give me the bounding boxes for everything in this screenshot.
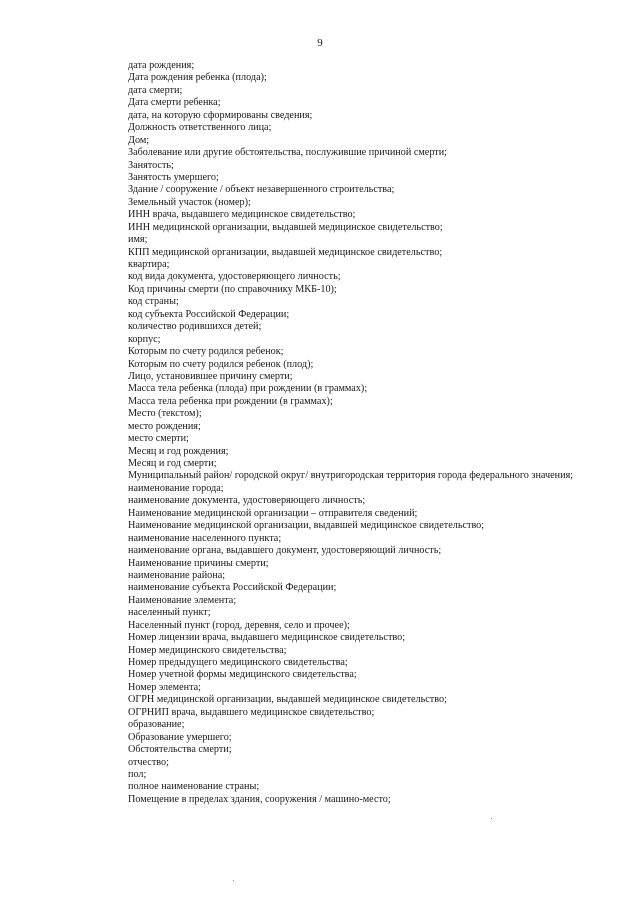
field-list-item: наименование города; (128, 482, 224, 494)
field-list-item: Лицо, установившее причину смерти; (128, 370, 293, 382)
field-list-item: образование; (128, 719, 185, 731)
field-list-item: Место (текстом); (128, 408, 202, 420)
field-list-item: Номер предыдущего медицинского свидетельства; (128, 657, 348, 668)
field-list-item: Наименование медицинской организации, выдавшей медицинское свидетельство; (128, 520, 485, 532)
field-list-item: Земельный участок (номер); (128, 196, 251, 208)
field-list-item: Заболевание или другие обстоятельства, послужившие причиной смерти; (128, 147, 448, 159)
field-list-item: дата рождения; (128, 60, 195, 71)
field-list-item: Занятость умершего; (128, 171, 219, 183)
field-list-item: Наименование элемента; (128, 594, 237, 606)
field-list-item: Месяц и год рождения; (128, 445, 229, 457)
field-list-item: Обстоятельства смерти; (128, 744, 232, 756)
field-list-item: дата, на которую сформированы сведения; (128, 109, 313, 121)
field-list-item: ИНН медицинской организации, выдавшей медицинское свидетельство; (128, 221, 443, 233)
field-list-item: наименование органа, выдавшего документ, удостоверяющий личность; (128, 545, 442, 557)
field-list-item: Наименование медицинской организации – отправителя сведений; (128, 507, 418, 519)
field-list-item: ИНН врача, выдавшего медицинское свидетельство; (128, 209, 356, 221)
field-list-item: место смерти; (128, 433, 189, 445)
page-number: 9 (317, 37, 323, 49)
field-list-item: Наименование причины смерти; (128, 557, 269, 569)
field-list-item: наименование населенного пункта; (128, 532, 282, 544)
field-list-item: Образование умершего; (128, 731, 232, 743)
field-list-item: населенный пункт; (128, 607, 211, 619)
field-list-item: Должность ответственного лица; (128, 122, 272, 134)
field-list-item: Номер лицензии врача, выдавшего медицинское свидетельство; (128, 632, 406, 644)
field-list-item: наименование района; (128, 569, 226, 581)
field-list-item: количество родившихся детей; (128, 321, 262, 333)
field-list-item: пол; (128, 768, 147, 780)
field-list-item: квартира; (128, 259, 170, 270)
field-list-item: Населенный пункт (город, деревня, село и прочее); (128, 619, 350, 631)
field-list-item: Которым по счету родился ребенок (плод); (128, 358, 314, 370)
scan-speck (233, 880, 234, 881)
field-list-item: Месяц и год смерти; (128, 458, 217, 469)
field-list-item: место рождения; (128, 420, 201, 432)
field-list-item: код страны; (128, 296, 179, 308)
field-list-item: Дом; (128, 134, 150, 146)
field-list-item: Помещение в пределах здания, сооружения / машино-место; (128, 793, 391, 805)
field-list-item: Дата рождения ребенка (плода); (128, 72, 267, 84)
field-list-item: ОГРН медицинской организации, выдавшей медицинское свидетельство; (128, 694, 447, 706)
field-list-item: Масса тела ребенка (плода) при рождении (в граммах); (128, 383, 368, 395)
field-list-item: полное наименование страны; (128, 781, 260, 793)
field-list-item: Номер медицинского свидетельства; (128, 644, 287, 656)
field-list-item: код вида документа, удостоверяющего личность; (128, 271, 341, 283)
field-list-item: Здание / сооружение / объект незавершенного строительства; (128, 184, 395, 196)
field-list-item: имя; (128, 234, 148, 246)
field-list (128, 60, 573, 806)
field-list-item: корпус; (128, 333, 161, 345)
field-list-item: КПП медицинской организации, выдавшей медицинское свидетельство; (128, 246, 443, 258)
field-list-item: Занятость; (128, 159, 174, 171)
field-list-item: дата смерти; (128, 84, 183, 96)
field-list-item: наименование документа, удостоверяющего личность; (128, 495, 366, 507)
field-list-item: наименование субъекта Российской Федерации; (128, 582, 337, 594)
field-list-item: Масса тела ребенка при рождении (в граммах); (128, 395, 333, 407)
field-list-item: Номер учетной формы медицинского свидетельства; (128, 669, 357, 681)
field-list-item: отчество; (128, 756, 169, 768)
field-list-item: Код причины смерти (по справочнику МКБ-10); (128, 283, 337, 295)
field-list-item: код субъекта Российской Федерации; (128, 308, 290, 320)
field-list-item: Муниципальный район/ городской округ/ внутригородская территория города федерального значения; (128, 470, 574, 482)
scan-speck (491, 818, 492, 819)
field-list-item: Дата смерти ребенка; (128, 97, 221, 109)
field-list-item: Номер элемента; (128, 681, 202, 693)
field-list-item: Которым по счету родился ребенок; (128, 346, 284, 358)
field-list-item: ОГРНИП врача, выдавшего медицинское свидетельство; (128, 706, 375, 718)
